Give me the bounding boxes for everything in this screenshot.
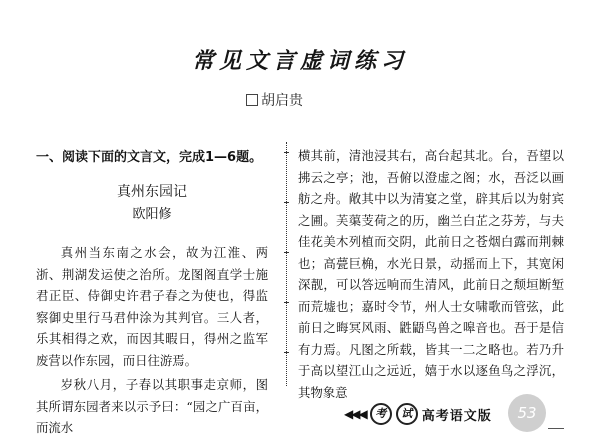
- badge-shi: 试: [396, 403, 418, 425]
- right-column-text: 横其前，清池浸其右，高台起其北。台，吾望以拂云之亭；池，吾俯以澄虚之阁；水，吾泛以画舫之舟。敞其中以为清宴之堂，辟其后以为射宾之圃。芙蕖芰荷之的历，幽兰白芷之芬芳，与夫佳花美木列植而交阴，此前日之苍烟白露而荆棘也；高甍巨桷，水光日景，动摇而上下，其宽闲深靓，可以答远响而生清风，此前日之颓垣断堑而荒墟也；嘉时令节，州人士女啸歌而管弦，此前日之晦冥风雨、鼪鼯鸟兽之嗥音也。吾于是信有力焉。凡图之所载，皆其一二之略也。若乃升于高以望江山之远近，嬉于水以逐鱼鸟之浮沉，其物象意: [298, 148, 564, 400]
- divider-tick: [284, 352, 289, 353]
- footer-label: 高考语文版: [421, 408, 492, 424]
- badge-kao: 考: [370, 403, 392, 425]
- corner-mark: [548, 418, 564, 429]
- divider-tick: [284, 252, 289, 253]
- left-column: [36, 146, 268, 439]
- question-prompt: 一、阅读下面的文言文，完成1—6题。: [36, 150, 263, 165]
- square-icon: [246, 94, 258, 106]
- divider-tick: [284, 302, 289, 303]
- author-name: 胡启贵: [261, 93, 303, 109]
- essay-title: 真州东园记: [117, 184, 187, 200]
- footer-banner: [344, 403, 492, 425]
- page-title: 常见文言虚词练习: [191, 48, 408, 74]
- divider-tick: [284, 202, 289, 203]
- triple-arrow-icon: ◀◀◀: [344, 407, 366, 421]
- paragraph: 岁秋八月，子春以其职事走京师，图其所谓东园者来以示予曰：“园之广百亩，而流水: [36, 377, 268, 435]
- page-number: 53: [508, 394, 546, 432]
- essay-author: 欧阳修: [132, 207, 172, 222]
- divider-tick: [284, 152, 289, 153]
- paragraph: 真州当东南之水会，故为江淮、两浙、荆湖发运使之治所。龙图阁直学士施君正臣、侍御史许君子春之为使也，得监察御史里行马君仲涂为其判官。三人者，乐其相得之欢，而因其暇日，得州之监军废营以作东园，而日往游焉。: [36, 245, 268, 368]
- byline: [246, 90, 303, 110]
- column-divider: [286, 142, 287, 386]
